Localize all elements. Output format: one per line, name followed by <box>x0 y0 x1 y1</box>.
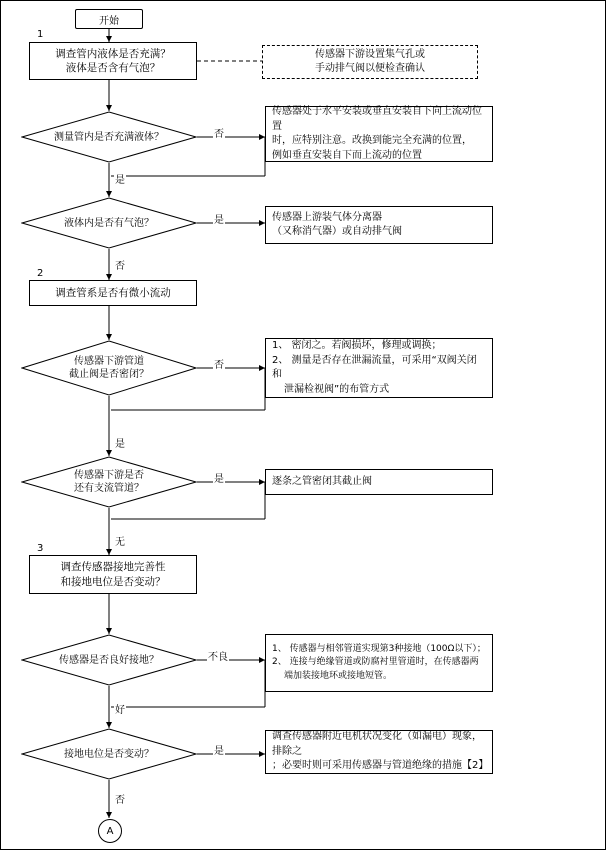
process-check-fill-bubbles <box>29 42 197 80</box>
note-valve-seal <box>265 338 493 398</box>
decision-downstream-valve-closed <box>21 340 197 396</box>
note-5-label: 逐条之管密闭其截止阀 <box>272 475 372 487</box>
edge-label-d1-yes: 是 <box>114 171 126 186</box>
edge-label-d1-no: 否 <box>213 125 225 140</box>
edge-label-d5-bad: 不良 <box>207 648 229 663</box>
decision-5-label: 传感器是否良好接地？ <box>58 654 159 666</box>
connector-a <box>98 819 122 843</box>
decision-good-grounding <box>21 634 197 686</box>
note-7-line1: 调查传感器附近电机状况变化（如漏电）现象，排除之 <box>272 731 482 757</box>
note-2-line3: 例如垂直安装自下而上流动的位置 <box>272 149 422 161</box>
decision-6-label: 接地电位是否变动？ <box>63 748 154 760</box>
note-2-line1: 传感器处于水平安装或垂直安装自下向上流动位置 <box>272 106 482 132</box>
edge-label-d3-yes: 是 <box>114 435 126 450</box>
note-6-line2: 2、 连接与绝缘管道或防腐衬里管道时，在传感器两 <box>272 657 479 668</box>
note-vent-hole <box>262 45 478 79</box>
decision-ground-potential-change <box>21 728 197 780</box>
edge-label-d6-yes: 是 <box>213 742 225 757</box>
edge-label-d2-no: 否 <box>114 257 126 272</box>
edge-label-d6-no: 否 <box>114 791 126 806</box>
note-6-line1: 1、 传感器与相邻管道实现第3种接地（100Ω以下）； <box>272 644 486 655</box>
note-4-line2: 2、 测量是否存在泄漏流量，可采用“双阀关闭和 <box>272 354 477 380</box>
decision-4-line1: 传感器下游是否 <box>73 470 144 481</box>
process-1-line1: 调查管内液体是否充满？ <box>55 47 171 60</box>
decision-3-line2: 截止阀是否密闭？ <box>68 369 149 380</box>
edge-label-d4-yes: 是 <box>213 470 225 485</box>
process-3-line1: 调查传感器接地完善性 <box>60 561 166 574</box>
step-number-1: 1 <box>37 29 44 40</box>
decision-2-label: 液体内是否有气泡？ <box>63 217 154 229</box>
note-2-line2: 时，应特别注意。改换到能完全充满的位置， <box>272 135 472 146</box>
process-3-line2: 和接地电位是否变动？ <box>60 575 166 588</box>
note-install-position <box>265 106 493 162</box>
step-number-3: 3 <box>37 543 44 554</box>
step-number-2: 2 <box>37 268 44 279</box>
edge-label-d5-good: 好 <box>114 701 126 716</box>
note-close-each-valve <box>265 469 493 495</box>
note-6-line3: 端加装接地环或接地短管。 <box>284 670 393 681</box>
note-3-line1: 传感器上游装气体分离器 <box>272 211 382 223</box>
note-motor-leakage <box>265 730 493 774</box>
note-1-line2: 手动排气阀以便检查确认 <box>315 63 425 74</box>
note-7-line2: ；必要时则可采用传感器与管道绝缘的措施【2】 <box>272 760 489 772</box>
note-1-line1: 传感器下游设置集气孔或 <box>315 48 425 60</box>
note-4-line1: 1、 密闭之。若阀损坏，修理或调换； <box>272 340 442 351</box>
decision-branch-pipes <box>21 456 197 508</box>
process-check-grounding <box>29 555 197 594</box>
decision-4-line2: 还有支流管道？ <box>73 483 144 494</box>
start-terminator <box>75 9 143 29</box>
decision-tube-full <box>21 111 197 163</box>
note-grounding-instructions <box>265 634 493 692</box>
note-4-line3: 泄漏检视阀”的布管方式 <box>284 383 390 395</box>
decision-bubbles-in-liquid <box>21 197 197 249</box>
edge-label-d2-yes: 是 <box>213 211 225 226</box>
edge-label-d3-no: 否 <box>213 356 225 371</box>
process-check-small-flow <box>29 280 197 306</box>
decision-1-label: 测量管内是否充满液体？ <box>53 131 164 143</box>
edge-label-d4-no: 无 <box>114 533 126 548</box>
note-3-line2: （又称消气器）或自动排气阀 <box>272 226 402 237</box>
note-gas-separator <box>265 206 493 244</box>
connector-a-label: A <box>106 825 114 837</box>
process-1-line2: 液体是否含有气泡？ <box>65 62 161 74</box>
start-label: 开始 <box>99 15 119 27</box>
decision-3-line1: 传感器下游管道 <box>73 356 144 367</box>
process-2-label: 调查管系是否有微小流动 <box>55 286 171 299</box>
